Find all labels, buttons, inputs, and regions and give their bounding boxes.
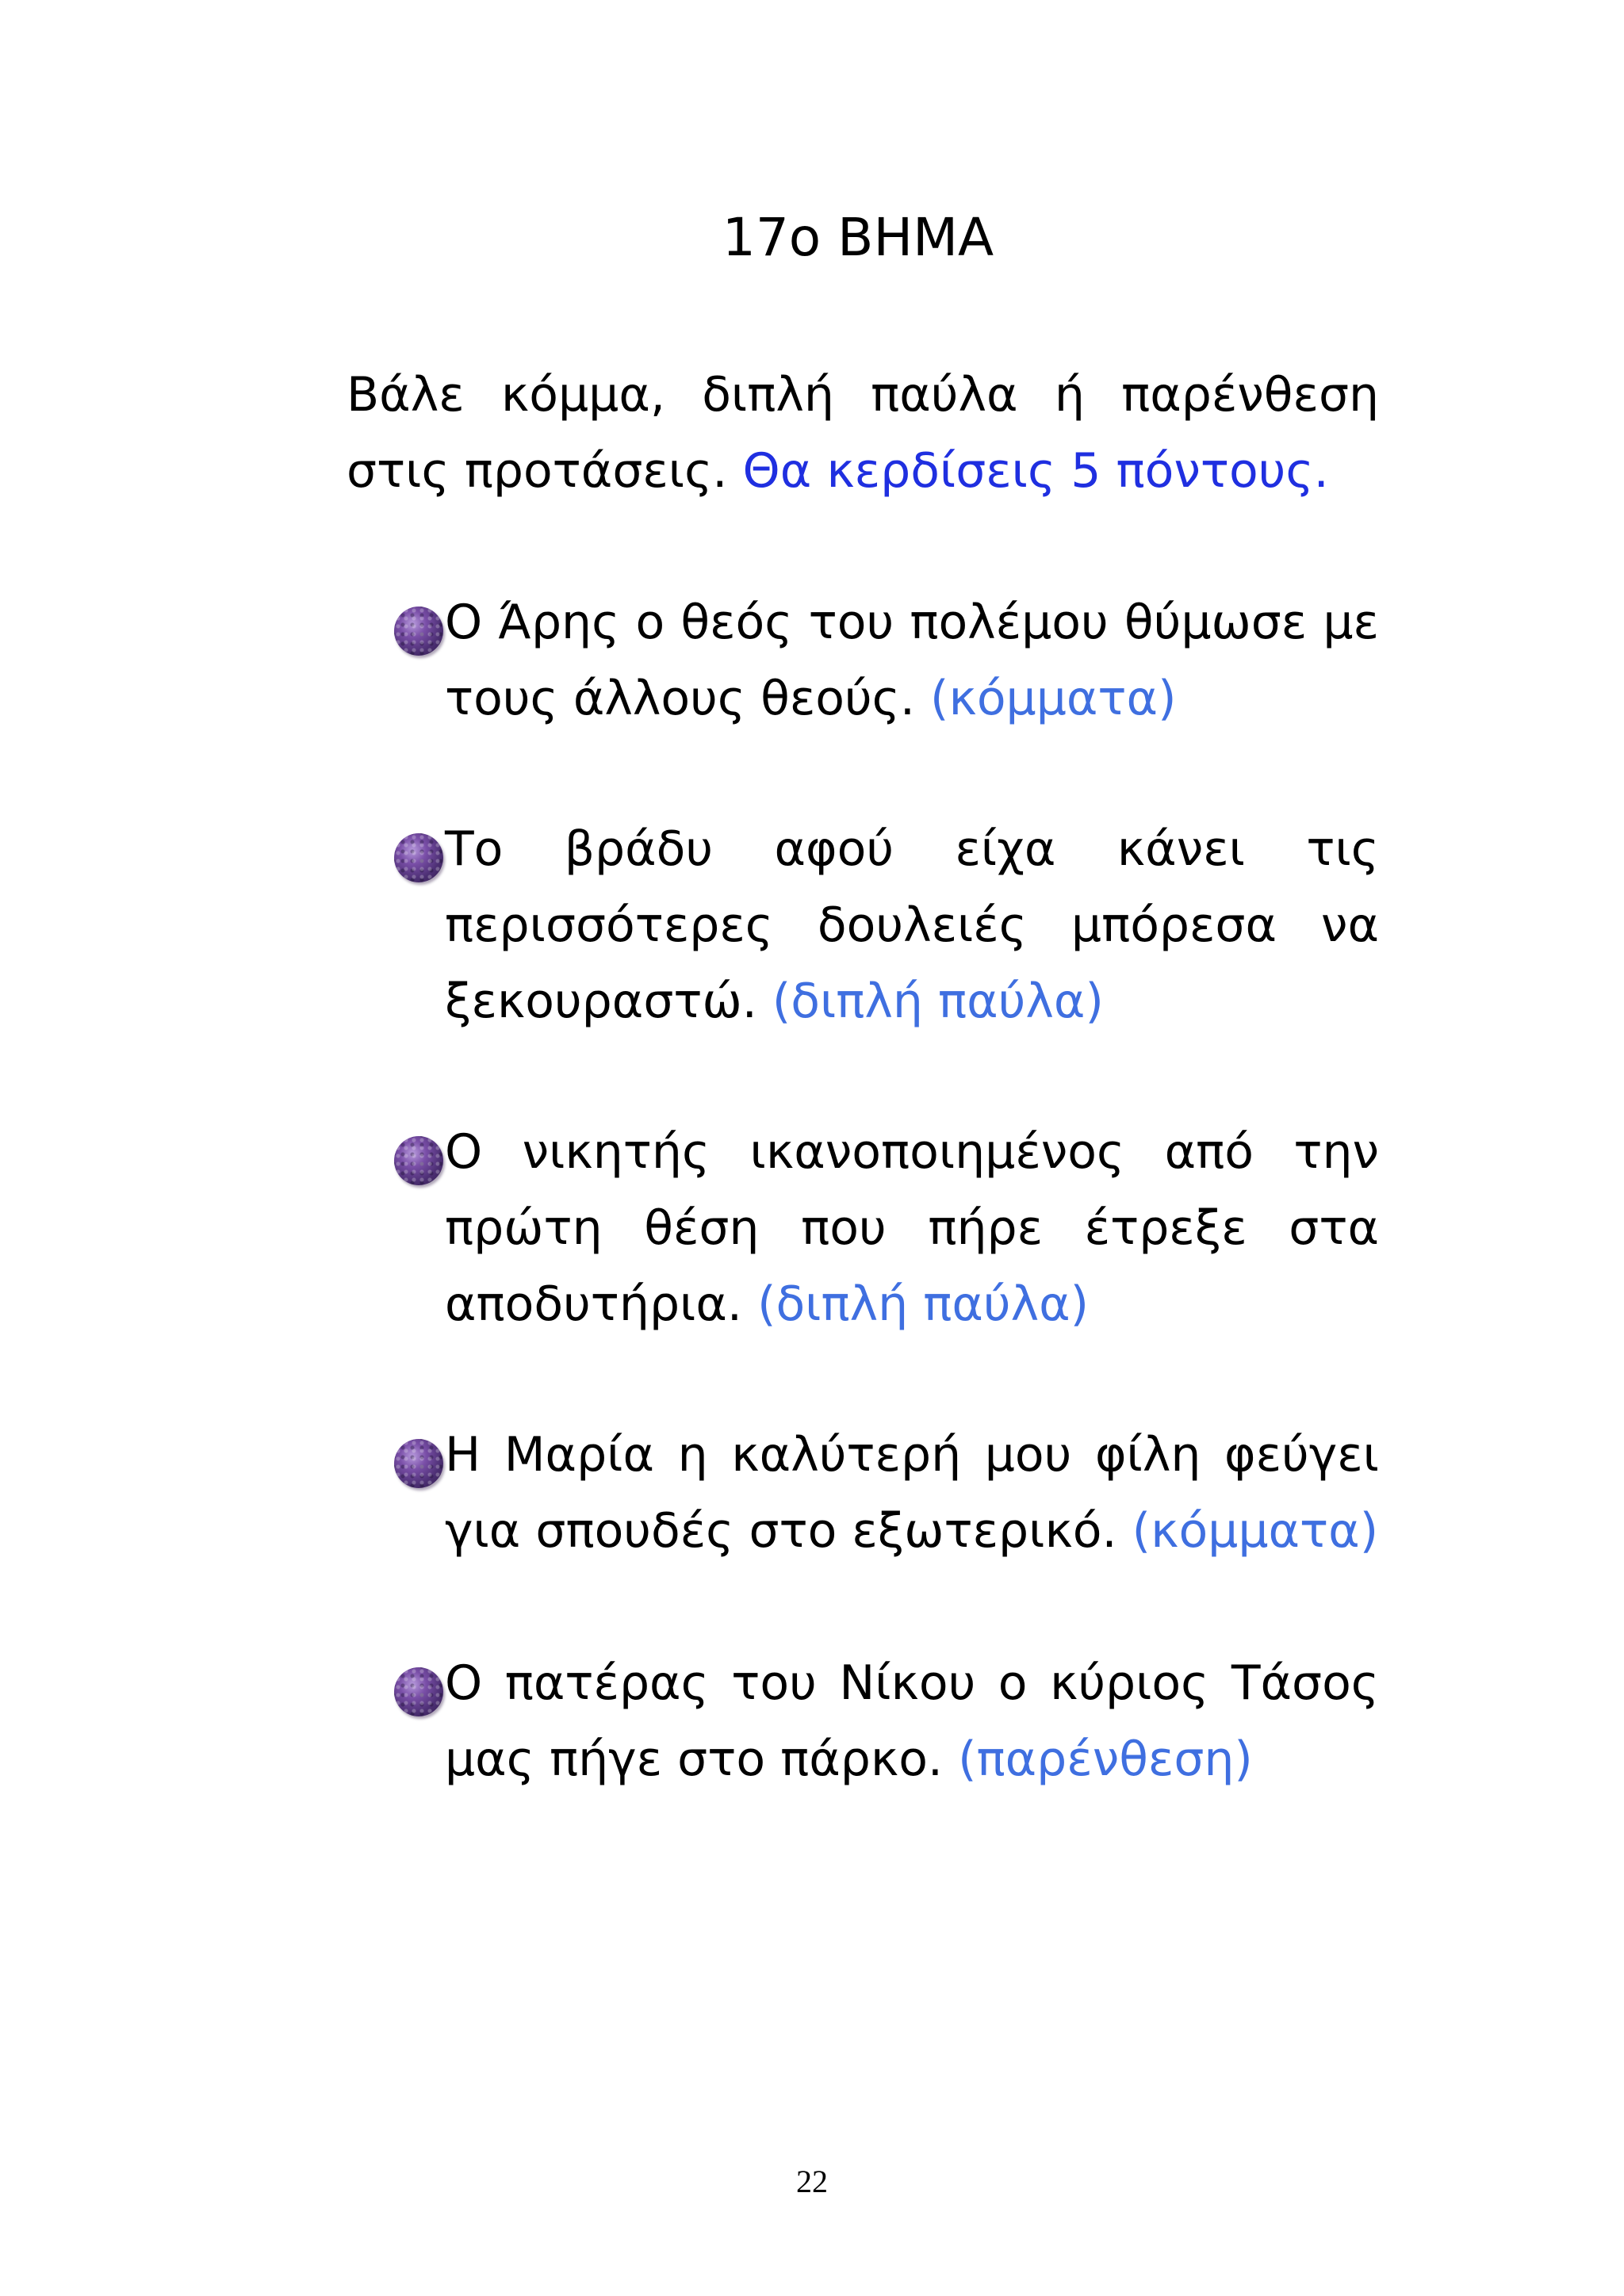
purple-ball-icon [394, 607, 443, 656]
exercise-hint: (διπλή παύλα) [757, 1276, 1090, 1332]
purple-ball-icon [394, 1439, 443, 1488]
page-title: 17ο ΒΗΜΑ [722, 207, 994, 268]
exercise-item [394, 1114, 1379, 1342]
exercise-sentence: Το βράδυ αφού είχα κάνει τις περισσότερες δουλειές μπόρεσα να ξεκουραστώ. [445, 821, 1379, 1029]
exercise-item [394, 811, 1379, 1039]
exercise-item [394, 1645, 1379, 1797]
exercise-text [445, 1114, 1379, 1342]
points-note: Θα κερδίσεις 5 πόντους. [742, 443, 1329, 499]
instructions [347, 357, 1379, 509]
exercise-text [445, 584, 1379, 737]
exercise-sentence: Η Μαρία η καλύτερή μου φίλη φεύγει για σπουδές στο εξωτερικό. [445, 1427, 1379, 1559]
purple-ball-icon [394, 833, 443, 882]
exercise-text [445, 811, 1379, 1039]
exercise-sentence: Ο νικητής ικανοποιημένος από την πρώτη θέση που πήρε έτρεξε στα αποδυτήρια. [445, 1124, 1379, 1332]
exercise-text [445, 1417, 1379, 1569]
page-number: 22 [796, 2164, 828, 2199]
instructions-text: Βάλε κόμμα, διπλή παύλα ή παρένθεση στις προτάσεις. [347, 367, 1379, 499]
exercise-hint: (διπλή παύλα) [772, 974, 1104, 1029]
exercise-item [394, 1417, 1379, 1569]
purple-ball-icon [394, 1667, 443, 1716]
exercise-sentence: Ο Άρης ο θεός του πολέμου θύμωσε με τους άλλους θεούς. [445, 595, 1379, 726]
exercise-hint: (κόμματα) [930, 671, 1177, 726]
purple-ball-icon [394, 1136, 443, 1185]
exercise-item [394, 584, 1379, 737]
exercise-hint: (κόμματα) [1132, 1503, 1379, 1559]
exercise-sentence: Ο πατέρας του Νίκου ο κύριος Τάσος μας πήγε στο πάρκο. [445, 1655, 1379, 1787]
exercise-hint: (παρένθεση) [958, 1732, 1253, 1787]
exercise-text [445, 1645, 1379, 1797]
